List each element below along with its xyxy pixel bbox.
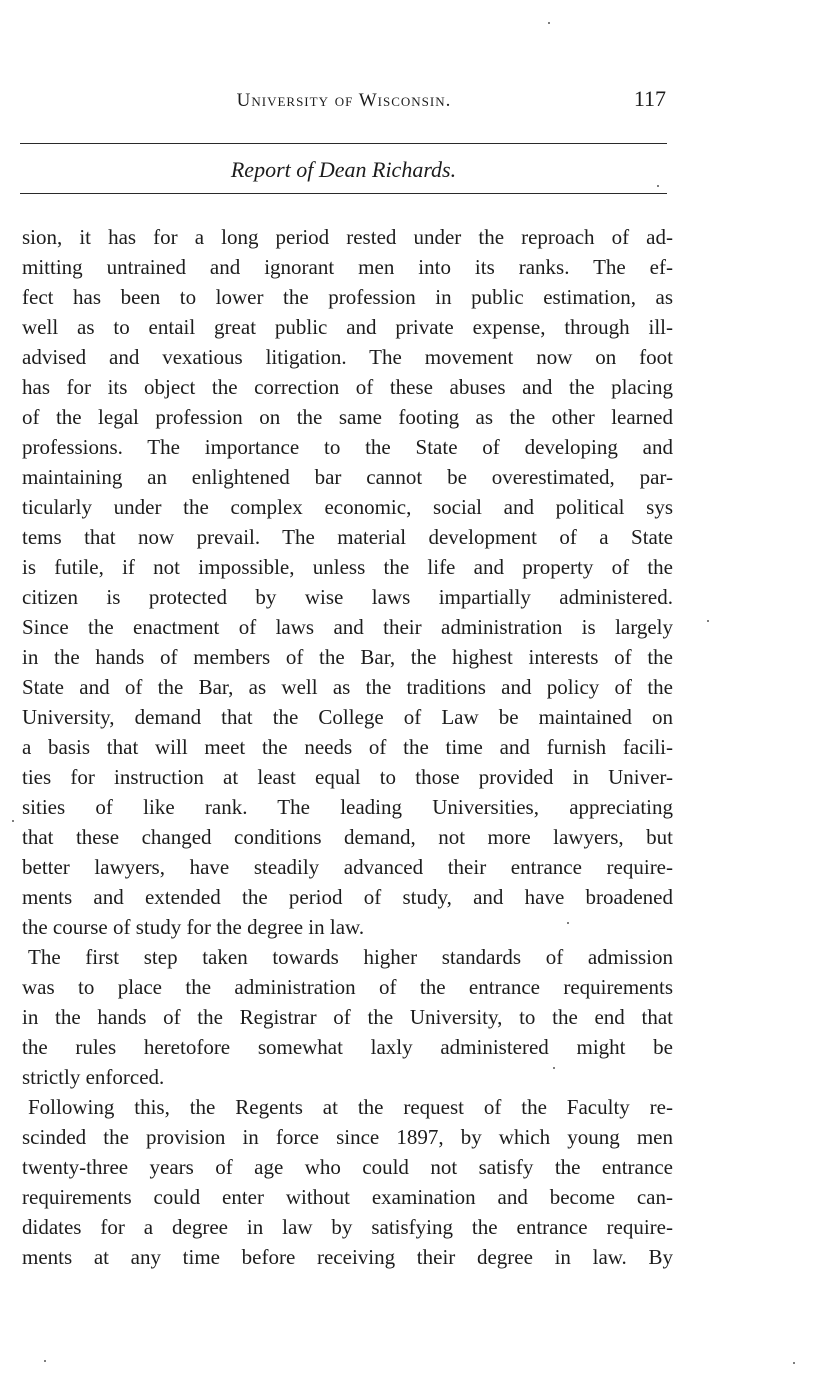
paper-speck bbox=[12, 820, 14, 822]
paper-speck bbox=[548, 22, 550, 24]
paper-speck bbox=[44, 1360, 46, 1362]
text-line: in the hands of the Registrar of the University, to the end that bbox=[22, 1005, 673, 1029]
text-line: maintaining an enlightened bar cannot be overestimated, par- bbox=[22, 465, 673, 489]
text-line: professions. The importance to the State of developing and bbox=[22, 435, 673, 459]
text-line: mitting untrained and ignorant men into its ranks. The ef- bbox=[22, 255, 673, 279]
text-line: fect has been to lower the profession in public estimation, as bbox=[22, 285, 673, 309]
text-line: citizen is protected by wise laws impartially administered. bbox=[22, 585, 673, 609]
text-line: in the hands of members of the Bar, the highest interests of the bbox=[22, 645, 673, 669]
text-line: State and of the Bar, as well as the traditions and policy of the bbox=[22, 675, 673, 699]
text-line: sities of like rank. The leading Universities, appreciating bbox=[22, 795, 673, 819]
text-line: didates for a degree in law by satisfying the entrance require- bbox=[22, 1215, 673, 1239]
text-line: ments and extended the period of study, and have broadened bbox=[22, 885, 673, 909]
text-line: requirements could enter without examination and become can- bbox=[22, 1185, 673, 1209]
text-line: better lawyers, have steadily advanced their entrance require- bbox=[22, 855, 673, 879]
text-line: sion, it has for a long period rested under the reproach of ad- bbox=[22, 225, 673, 249]
paper-speck bbox=[657, 185, 659, 187]
text-line: ticularly under the complex economic, social and political sys bbox=[22, 495, 673, 519]
text-line: tems that now prevail. The material development of a State bbox=[22, 525, 673, 549]
page-number: 117 bbox=[633, 86, 666, 111]
text-line: ments at any time before receiving their degree in law. By bbox=[22, 1245, 673, 1269]
text-line: Since the enactment of laws and their administration is largely bbox=[22, 615, 673, 639]
text-line: is futile, if not impossible, unless the life and property of the bbox=[22, 555, 673, 579]
text-line: that these changed conditions demand, not more lawyers, but bbox=[22, 825, 673, 849]
running-title: University of Wisconsin. bbox=[236, 90, 452, 111]
text-line: Following this, the Regents at the request of the Faculty re- bbox=[28, 1095, 673, 1119]
text-line: has for its object the correction of these abuses and the placing bbox=[22, 375, 673, 399]
text-line: advised and vexatious litigation. The movement now on foot bbox=[22, 345, 673, 369]
paper-speck bbox=[567, 922, 569, 924]
text-line: University, demand that the College of Law be maintained on bbox=[22, 705, 673, 729]
text-line: of the legal profession on the same footing as the other learned bbox=[22, 405, 673, 429]
paper-speck bbox=[793, 1362, 795, 1364]
text-line: scinded the provision in force since 1897, by which young men bbox=[22, 1125, 673, 1149]
paper-speck bbox=[553, 1067, 555, 1069]
text-line: well as to entail great public and private expense, through ill- bbox=[22, 315, 673, 339]
paper-speck bbox=[707, 620, 709, 622]
text-line: ties for instruction at least equal to those provided in Univer- bbox=[22, 765, 673, 789]
text-line: the rules heretofore somewhat laxly administered might be bbox=[22, 1035, 673, 1059]
running-head bbox=[20, 86, 668, 118]
header-rule-top bbox=[20, 143, 667, 144]
header-rule-bottom bbox=[20, 193, 667, 194]
text-line: The first step taken towards higher standards of admission bbox=[28, 945, 673, 969]
body-text bbox=[22, 222, 673, 1272]
text-line: a basis that will meet the needs of the time and furnish facili- bbox=[22, 735, 673, 759]
text-line: was to place the administration of the entrance requirements bbox=[22, 975, 673, 999]
text-line: the course of study for the degree in law. bbox=[22, 915, 365, 939]
text-line: strictly enforced. bbox=[22, 1065, 165, 1089]
text-line: twenty-three years of age who could not satisfy the entrance bbox=[22, 1155, 673, 1179]
section-title: Report of Dean Richards. bbox=[230, 157, 457, 182]
